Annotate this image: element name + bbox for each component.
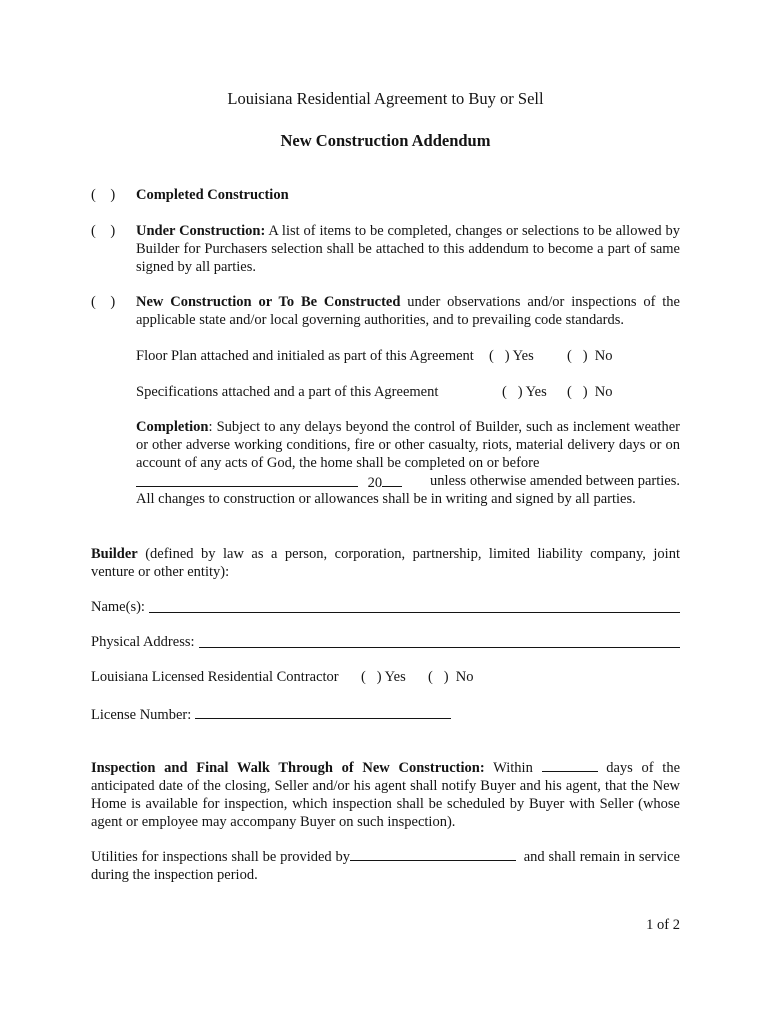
- utilities-text-1: Utilities for inspections shall be provided by: [91, 849, 351, 865]
- builder-paragraph: [91, 545, 680, 581]
- licensed-contractor-label: Louisiana Licensed Residential Contractor: [91, 669, 339, 685]
- inspection-text: days of the anticipated date of the closing, Seller and/or his agent shall notify Buyer and his agent, that the New Home is available for inspection, which inspection shall be scheduled by Buyer with Seller (whose agent or employee may accompany Buyer on such inspection).: [91, 760, 681, 830]
- builder-names-label: Name(s):: [91, 599, 145, 615]
- page-number: 1 of 2: [646, 917, 680, 933]
- utilities-paragraph: [91, 846, 680, 884]
- completion-changes-text: All changes to construction or allowances shall be in writing and signed by all parties.: [136, 491, 636, 507]
- under-construction-checkbox[interactable]: ( ): [91, 223, 116, 239]
- completion-date-row: [136, 472, 680, 492]
- completed-label: Completed Construction: [136, 187, 289, 203]
- completion-paragraph: [136, 418, 680, 472]
- under-construction-text: [136, 222, 680, 276]
- new-construction-description: under observations and/or inspections of the applicable state and/or local governing authorities, and to prevailing code standards.: [136, 294, 680, 328]
- completed-checkbox[interactable]: ( ): [91, 187, 116, 203]
- under-construction-description: A list of items to be completed, changes or selections to be allowed by Builder for Purchasers selection shall be attached to this addendum to become a part of same signed by all parties.: [136, 223, 681, 275]
- specifications-label: Specifications attached and a part of this Agreement: [136, 384, 439, 400]
- inspection-within: Within: [484, 760, 533, 776]
- under-construction-label: Under Construction:: [136, 223, 266, 239]
- license-number-field[interactable]: [195, 704, 451, 719]
- document-subtitle: New Construction Addendum: [280, 131, 491, 150]
- document-title: Louisiana Residential Agreement to Buy or Sell: [227, 89, 544, 108]
- licensed-no-checkbox[interactable]: ( ) No: [428, 669, 474, 685]
- inspection-days-field[interactable]: [542, 757, 598, 772]
- license-number-row: [91, 704, 680, 724]
- document-page: [91, 0, 680, 1024]
- licensed-contractor-row: [91, 668, 680, 686]
- new-construction-text: [136, 293, 680, 329]
- completion-label: Completion: [136, 419, 209, 435]
- builder-definition: (defined by law as a person, corporation, partnership, limited liability company, joint venture or other entity):: [91, 546, 680, 580]
- new-construction-checkbox[interactable]: ( ): [91, 294, 116, 310]
- licensed-yes-checkbox[interactable]: ( ) Yes: [361, 669, 406, 685]
- floor-plan-label: Floor Plan attached and initialed as part of this Agreement: [136, 348, 474, 364]
- builder-names-field[interactable]: [149, 598, 680, 613]
- completion-year-prefix: 20: [367, 475, 383, 491]
- completion-date-field[interactable]: [136, 472, 358, 487]
- builder-address-field[interactable]: [199, 633, 680, 648]
- specifications-no-checkbox[interactable]: ( ) No: [567, 384, 613, 400]
- specifications-row: [136, 383, 680, 401]
- completion-text: : Subject to any delays beyond the control of Builder, such as inclement weather or other adverse working conditions, fire or other casualty, riots, material delivery days or on account of any acts of God, the home shall be completed on or before: [136, 419, 680, 471]
- specifications-yes-checkbox[interactable]: ( ) Yes: [502, 384, 547, 400]
- floor-plan-no-checkbox[interactable]: ( ) No: [567, 348, 613, 364]
- inspection-paragraph: [91, 757, 680, 831]
- completion-amended-text: unless otherwise amended between parties.: [429, 473, 680, 489]
- floor-plan-row: [136, 347, 680, 365]
- utilities-provider-field[interactable]: [350, 846, 516, 861]
- completion-year-field[interactable]: [382, 472, 402, 487]
- floor-plan-yes-checkbox[interactable]: ( ) Yes: [489, 348, 534, 364]
- builder-address-row: [91, 633, 680, 651]
- builder-address-label: Physical Address:: [91, 634, 195, 650]
- license-number-label: License Number:: [91, 707, 192, 723]
- new-construction-label: New Construction or To Be Constructed: [136, 294, 401, 310]
- builder-label: Builder: [91, 546, 138, 562]
- builder-names-row: [91, 598, 680, 616]
- inspection-label: Inspection and Final Walk Through of New Construction:: [91, 760, 485, 776]
- utilities-text-2: and shall remain in service during the inspection period.: [91, 849, 680, 883]
